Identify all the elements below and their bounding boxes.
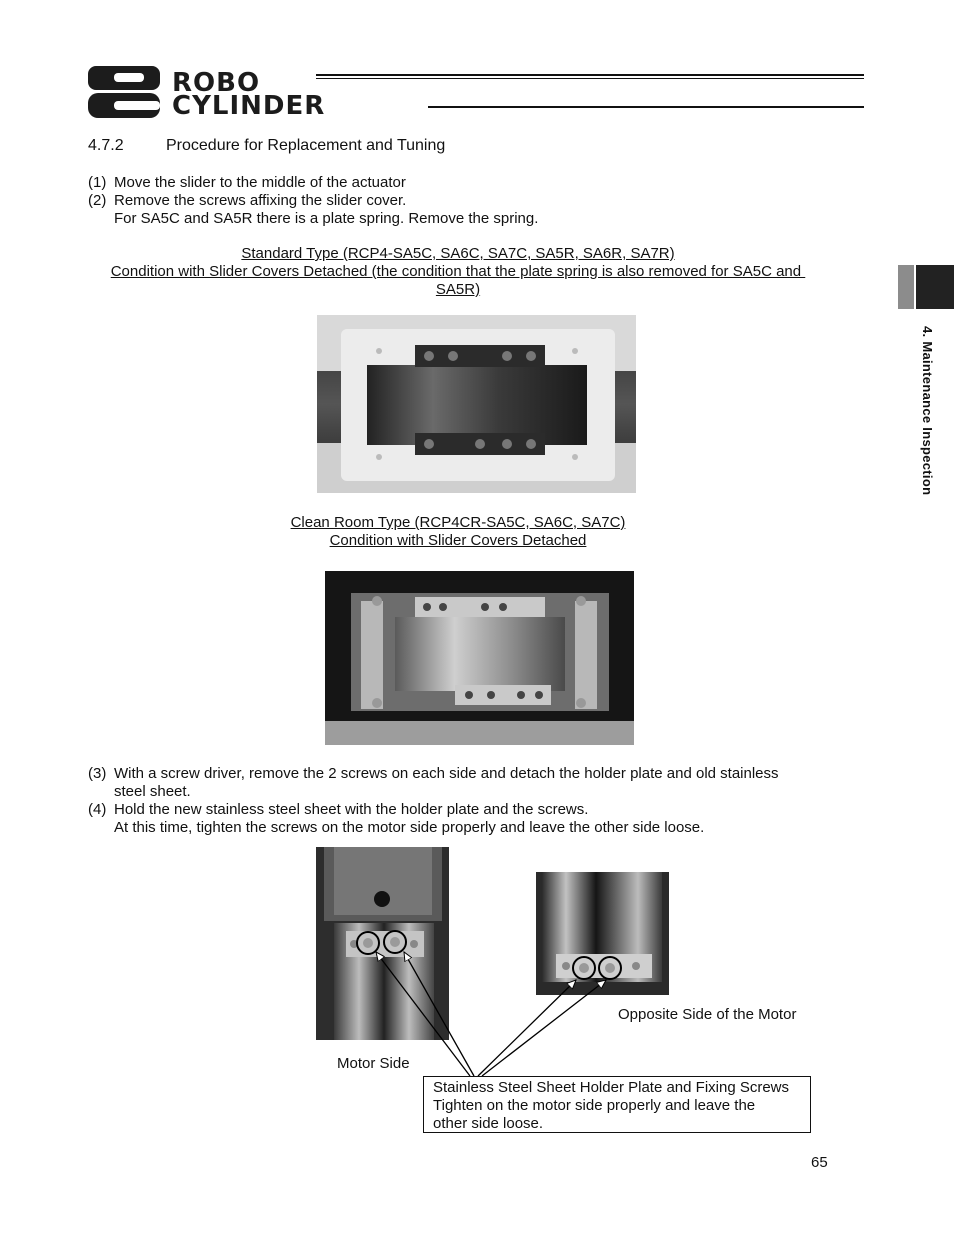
section-title: Procedure for Replacement and Tuning xyxy=(166,137,446,154)
callout-line-3: other side loose. xyxy=(433,1115,544,1132)
step-3-text-cont: steel sheet. xyxy=(114,783,191,800)
step-3-number: (3) xyxy=(88,765,107,782)
step-1-text: Move the slider to the middle of the actuator xyxy=(114,174,406,191)
caption-standard-condition-cont: SA5R) xyxy=(435,281,481,298)
label-motor-side: Motor Side xyxy=(337,1055,410,1072)
logo-word-cylinder: CYLINDER xyxy=(172,91,326,121)
page-number: 65 xyxy=(811,1154,828,1171)
section-number: 4.7.2 xyxy=(88,137,124,154)
callout-box xyxy=(423,1076,811,1133)
caption-standard-type: Standard Type (RCP4-SA5C, SA6C, SA7C, SA5R, SA6R, SA7R) xyxy=(241,245,675,262)
side-tab-label: 4. Maintenance Inspection xyxy=(920,326,935,496)
callout-line-1: Stainless Steel Sheet Holder Plate and Fixing Screws xyxy=(433,1079,790,1096)
step-2-note: For SA5C and SA5R there is a plate spring. Remove the spring. xyxy=(114,210,539,227)
step-2-text: Remove the screws affixing the slider cover. xyxy=(114,192,407,209)
label-opposite-side: Opposite Side of the Motor xyxy=(618,1006,797,1023)
step-4-text-cont: At this time, tighten the screws on the motor side properly and leave the other side loose. xyxy=(114,819,705,836)
step-4-number: (4) xyxy=(88,801,107,818)
step-3-text: With a screw driver, remove the 2 screws on each side and detach the holder plate and old stainless xyxy=(114,765,779,782)
step-2-number: (2) xyxy=(88,192,107,209)
caption-standard-condition: Condition with Slider Covers Detached (the condition that the plate spring is also removed for SA5C and xyxy=(110,263,806,280)
caption-clean-room-condition: Condition with Slider Covers Detached xyxy=(329,532,587,549)
step-4-text: Hold the new stainless steel sheet with the holder plate and the screws. xyxy=(114,801,589,818)
logo-word-robo: ROBO xyxy=(172,68,261,98)
step-1-number: (1) xyxy=(88,174,107,191)
callout-line-2: Tighten on the motor side properly and leave the xyxy=(433,1097,756,1114)
caption-clean-room-type: Clean Room Type (RCP4CR-SA5C, SA6C, SA7C) xyxy=(290,514,626,531)
